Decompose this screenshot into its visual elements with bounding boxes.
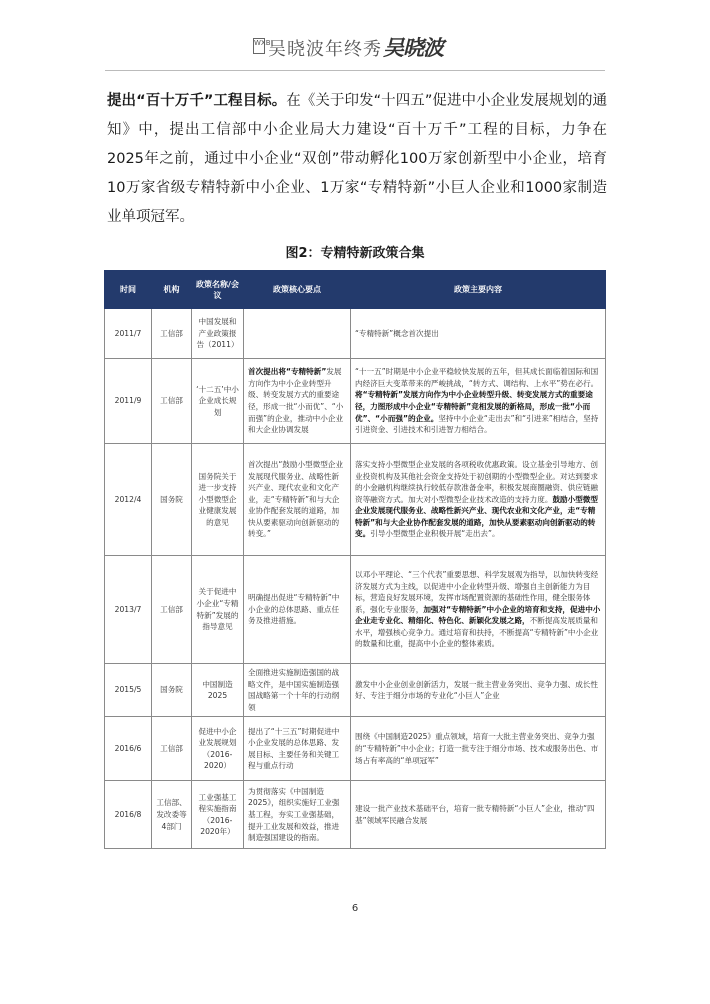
cell-org: 工信部 [152,309,192,359]
cell-time: 2013/7 [105,556,152,664]
cell-org: 工信部 [152,359,192,444]
page-header [0,26,710,70]
cell-org: 工信部 [152,717,192,781]
cell-main-content: 激发中小企业创业创新活力，发展一批主营业务突出、竞争力强、成长性好、专注于细分市场的专业化“小巨人”企业 [351,664,606,717]
col-header-time: 时间 [105,271,152,309]
cell-core-points: 首次提出将“专精特新”发展方向作为中小企业转型升级、转变发展方式的重要途径，形成一批“小而优”、“小而强”的企业，推动中小企业和大企业协调发展 [244,359,351,444]
cell-core-points [244,309,351,359]
cell-org: 国务院 [152,664,192,717]
page-number: 6 [351,903,359,914]
cell-time: 2012/4 [105,444,152,556]
cell-org: 工信部、发改委等4部门 [152,781,192,849]
signature-logo: 吴晓波 [383,35,443,60]
cell-core-points: 首次提出“鼓励小型微型企业发展现代服务业、战略性新兴产业、现代农业和文化产业，走“专精特新”和与大企业协作配套发展的道路，加快从要素驱动向创新驱动的转变。” [244,444,351,556]
cell-time: 2015/5 [105,664,152,717]
cell-main-content: “专精特新”概念首次提出 [351,309,606,359]
figure-title: 图2：专精特新政策合集 [285,246,425,261]
cell-core-points: 全面推进实施制造强国的战略文件，是中国实施制造强国战略第一个十年的行动纲领 [244,664,351,717]
table-row [105,309,606,359]
cell-policy-name: ‘十二五’中小企业成长规划 [192,359,244,444]
table-row [105,717,606,781]
table-row [105,359,606,444]
cell-time: 2016/6 [105,717,152,781]
header-divider [105,70,605,71]
cell-main-content: 建设一批产业技术基础平台，培育一批专精特新“小巨人”企业，推动“四基”领域军民融合发展 [351,781,606,849]
table-row [105,664,606,717]
cell-core-points: 提出了“十三五”时期促进中小企业发展的总体思路、发展目标、主要任务和关键工程与重点行动 [244,717,351,781]
col-header-main: 政策主要内容 [351,271,606,309]
intro-paragraph [107,87,607,232]
cell-time: 2011/7 [105,309,152,359]
cell-policy-name: 促进中小企业发展规划（2016-2020） [192,717,244,781]
cell-policy-name: 中国制造2025 [192,664,244,717]
cell-main-content: 以邓小平理论、“三个代表”重要思想、科学发展观为指导，以加快转变经济发展方式为主线，以促进中小企业转型升级、增强自主创新能力为目标，营造良好发展环境，发挥市场配置资源的基础性作用，健全服务体系，强化专业服务，加强对“专精特新”中小企业的培育和支持，促进中小企业走专业化、精细化、特色化、新颖化发展之路，不断提高发展质量和水平，增强核心竞争力。通过培育和扶持，不断提高“专精特新”中小企业的数量和比重，提高中小企业的整体素质。 [351,556,606,664]
cell-time: 2011/9 [105,359,152,444]
col-header-org: 机构 [152,271,192,309]
table-header [105,271,606,309]
cell-time: 2016/8 [105,781,152,849]
table-row [105,444,606,556]
logo-mark: WXB [253,38,265,54]
cell-main-content: 围绕《中国制造2025》重点领域，培育一大批主营业务突出、竞争力强的“专精特新”中小企业；打造一批专注于细分市场、技术或服务出色、市场占有率高的“单项冠军” [351,717,606,781]
cell-main-content: 落实支持小型微型企业发展的各项税收优惠政策。设立基金引导地方、创业投资机构及其他社会资金支持处于初创期的小型微型企业。对达到要求的小金融机构继续执行较低存款准备金率，积极发展商圈融资、供应链融资等融资方式。加大对小型微型企业技术改造的支持力度。鼓励小型微型企业发展现代服务业、战略性新兴产业、现代农业和文化产业，走“专精特新”和与大企业协作配套发展的道路，加快从要素驱动向创新驱动的转变。引导小型微型企业积极开展“走出去”。 [351,444,606,556]
cell-org: 国务院 [152,444,192,556]
intro-body: 在《关于印发“十四五”促进中小企业发展规划的通知》中，提出工信部中小企业局大力建设“百十万千”工程的目标，力争在2025年之前，通过中小企业“双创”带动孵化100万家创新型中小企业，培育10万家省级专精特新中小企业、1万家“专精特新”小巨人企业和1000家制造业单项冠军。 [107,93,608,225]
policy-table [104,270,606,849]
cell-policy-name: 国务院关于进一步支持小型微型企业健康发展的意见 [192,444,244,556]
cell-policy-name: 中国发展和产业政策报告（2011） [192,309,244,359]
col-header-name: 政策名称/会议 [192,271,244,309]
intro-lead: 提出“百十万千”工程目标。 [107,93,287,109]
header-title: 吴晓波年终秀 [268,39,382,60]
cell-main-content: “十一五”时期是中小企业平稳较快发展的五年，但其成长面临着国际和国内经济巨大变革带来的严峻挑战，“转方式、调结构、上水平”势在必行。将“专精特新”发展方向作为中小企业转型升级、转变发展方式的重要途径，力图形成中小企业“专精特新”竞相发展的新格局，形成一批“小而优”、“小而强”的企业。坚持中小企业“走出去”和“引进来”相结合，坚持引进资金、引进技术和引进智力相结合。 [351,359,606,444]
cell-org: 工信部 [152,556,192,664]
cell-policy-name: 关于促进中小企业“专精特新”发展的指导意见 [192,556,244,664]
table-row [105,781,606,849]
table-body [105,309,606,849]
cell-core-points: 明确提出促进“专精特新”中小企业的总体思路、重点任务及推进措施。 [244,556,351,664]
col-header-core: 政策核心要点 [244,271,351,309]
cell-policy-name: 工业强基工程实施指南（2016-2020年） [192,781,244,849]
table-row [105,556,606,664]
cell-core-points: 为贯彻落实《中国制造2025》，组织实施好工业强基工程，夯实工业强基础，提升工业发展和效益，推进制造强国建设的指南。 [244,781,351,849]
